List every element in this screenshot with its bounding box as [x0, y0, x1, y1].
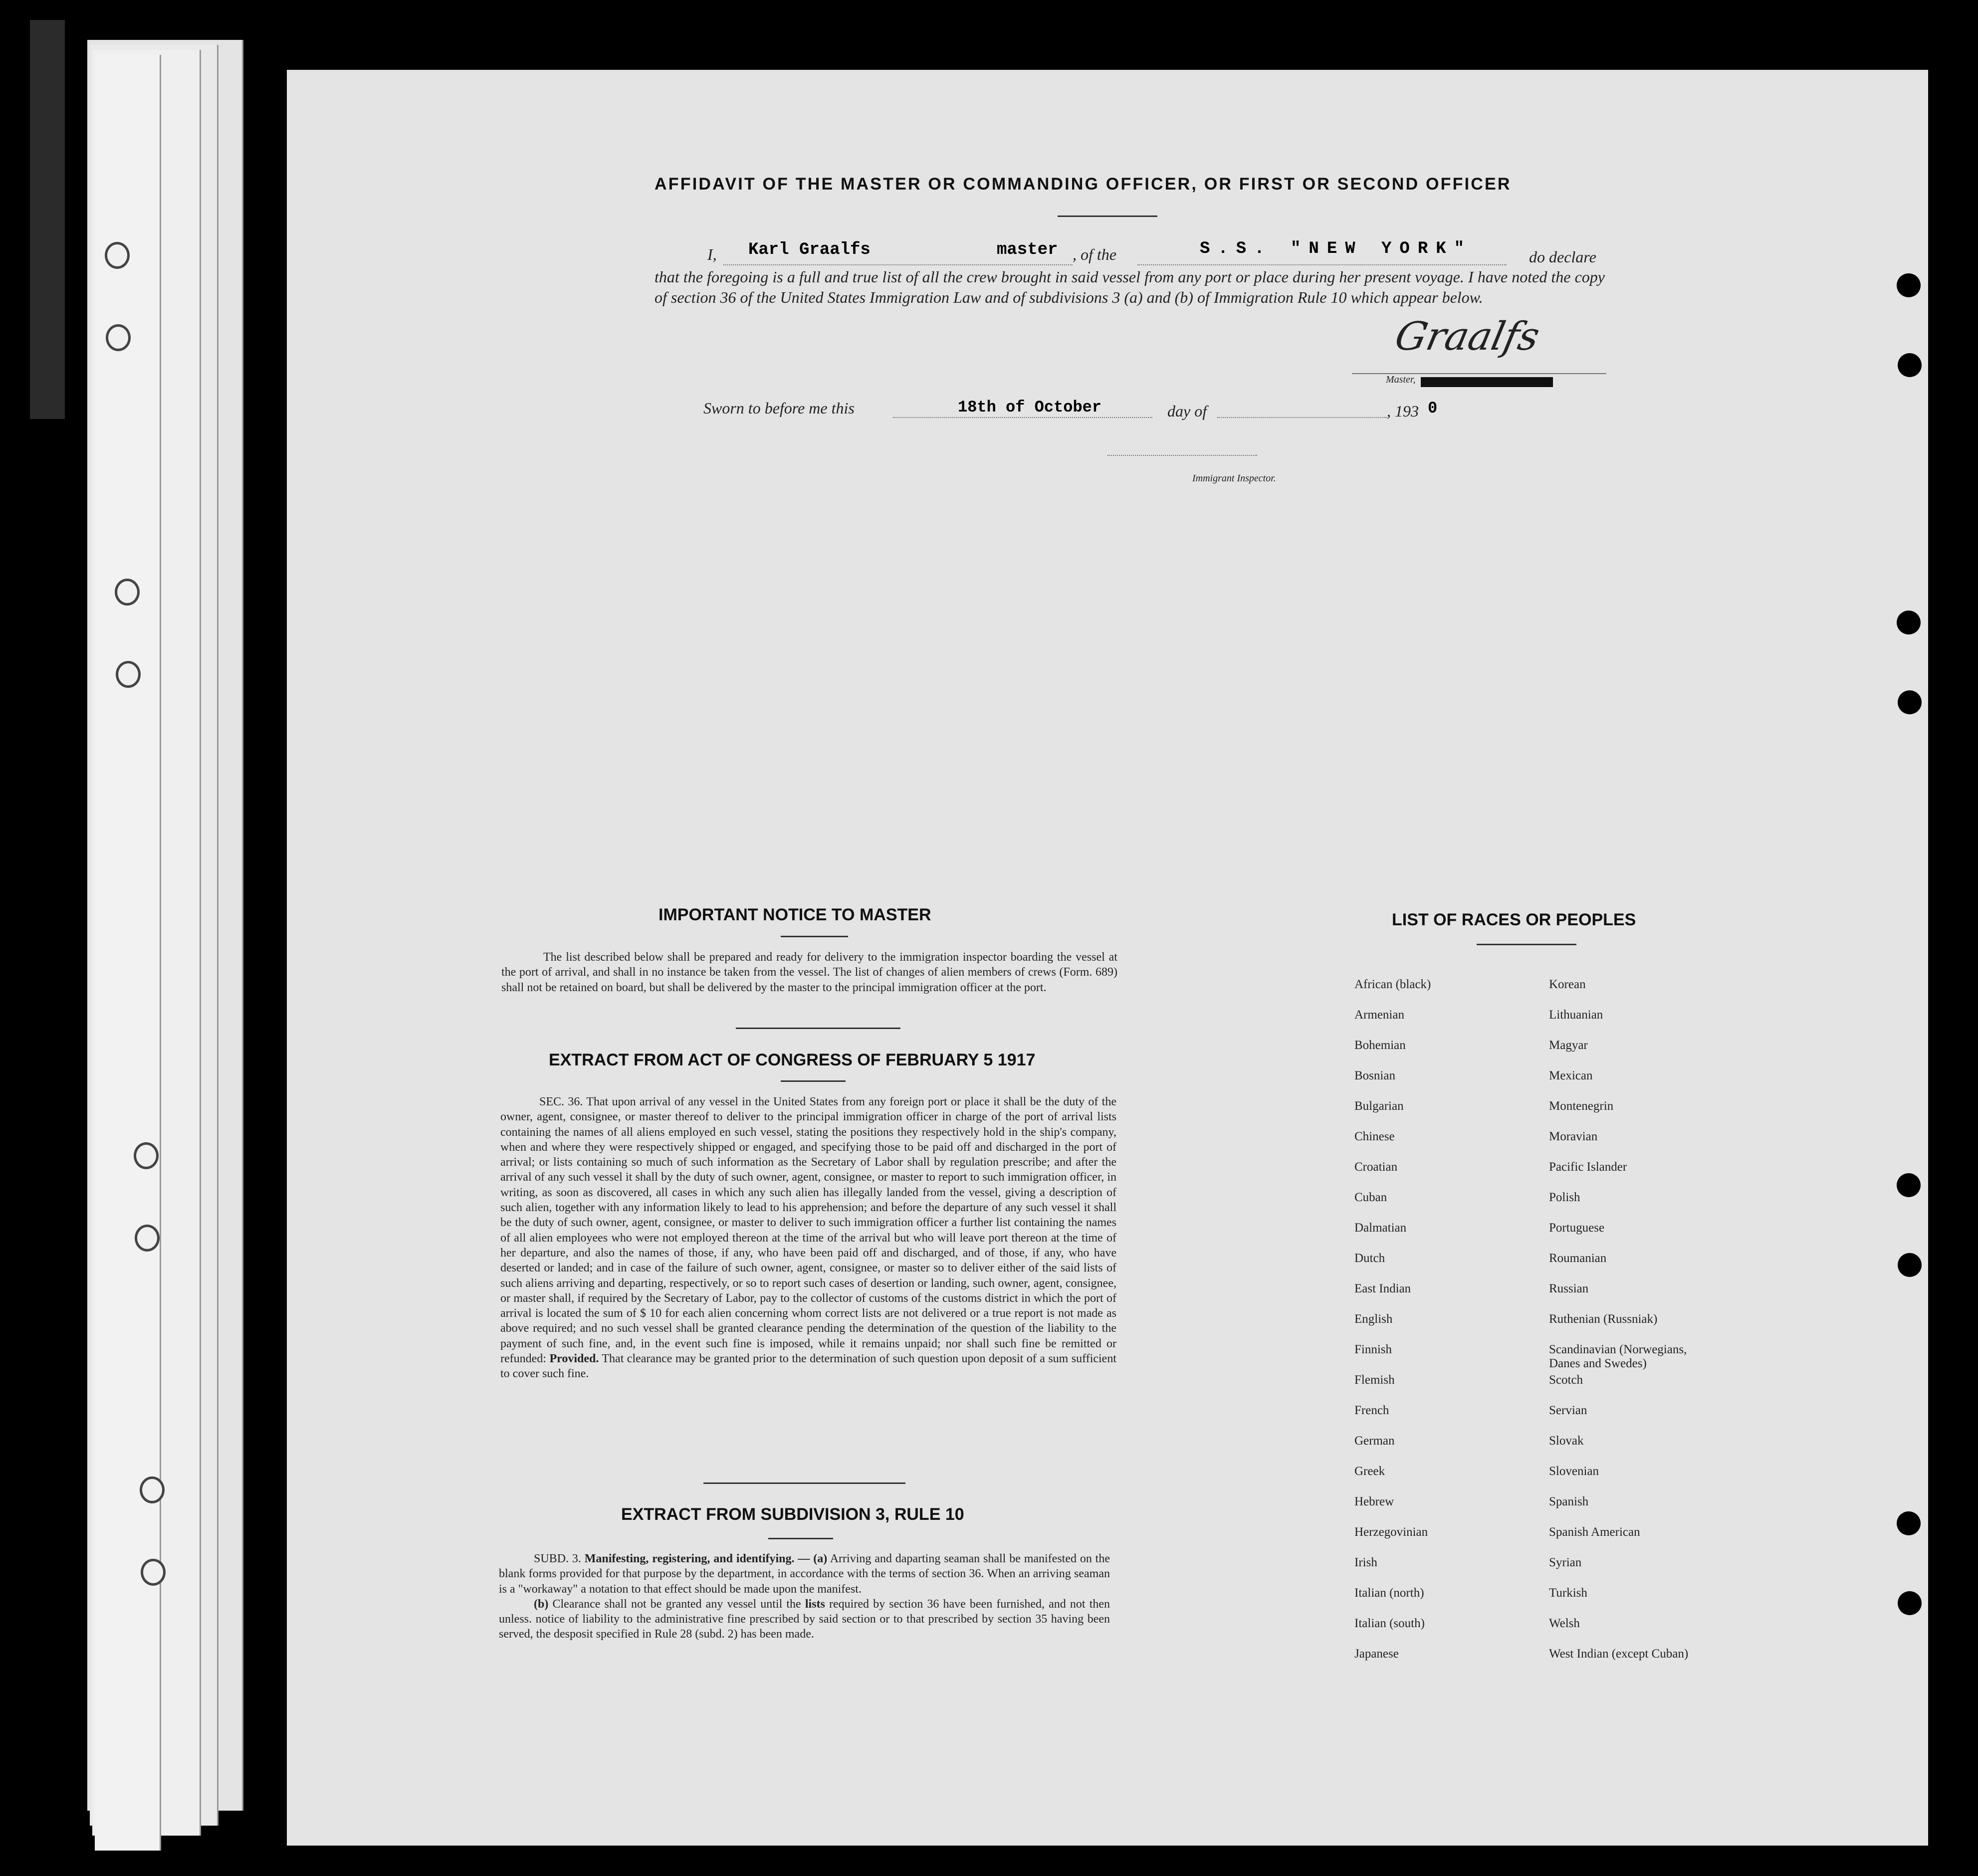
punch-hole — [140, 1476, 165, 1503]
race-item: Syrian — [1549, 1556, 1582, 1569]
rule-subd-title: Manifesting, registering, and identifying. — (a) — [584, 1552, 828, 1565]
master-label: Master, — [1386, 374, 1416, 385]
act-provided: Provided. — [549, 1352, 599, 1366]
race-item: Servian — [1549, 1404, 1587, 1417]
race-item: Korean — [1549, 978, 1586, 991]
race-item: Irish — [1354, 1556, 1377, 1569]
race-item: Slovenian — [1549, 1464, 1599, 1478]
rule-title: EXTRACT FROM SUBDIVISION 3, RULE 10 — [621, 1505, 964, 1524]
rule-part-a — [499, 1551, 1110, 1597]
act-body-text: SEC. 36. That upon arrival of any vessel in the United States from any foreign port or place it shall be the duty of the owner, agent, consignee, or master thereof to deliver to the principal immigration officer in charge of the port of arrival lists containing the names of all aliens employed en such vessel, stating the positions they respectively hold in the ship's company, when and where they were respectively shipped or engaged, and specifying those to be paid off and discharged in the port of arrival; or lists containing so much of such information as the Secretary of Labor shall by regulation prescribe; and after the arrival of any such vessel it shall by the duty of such owner, agent, consignee, or master to report to such immigration officer, in writing, as soon as discovered, all cases in which any such alien has illegally landed from the vessel, giving a description of such alien, together with any information likely to lead to his apprehension; and before the departure of any such vessel it shall be the duty of such owner, agent, consignee, or master to deliver to such immigration officer a further list containing the names of all alien employees who were not employed thereon at the time of the arrival but who will leave port thereon at the time of her departure, and also the names of those, if any, who have been paid off and discharged, and of those, if any, who have deserted or landed; and in case of the failure of such owner, agent, consignee, or master so to deliver either of the said lists of such aliens arriving and departing, respectively, or so to report such cases of desertion or landing, such owner, agent, consignee, or master shall, if required by the Secretary of Labor, pay to the collector of customs of the customs district in which the port of arrival is located the sum of $ 10 for each alien concerning whom correct lists are not delivered or a true report is not made as above required; and no such vessel shall be granted clearance pending the determination of the question of the liability to the payment of such fine, and, in the event such fine is imposed, while it remains unpaid; nor shall such fine be remitted or refunded: — [500, 1095, 1116, 1366]
race-item: Cuban — [1354, 1191, 1387, 1204]
race-item: Magyar — [1549, 1039, 1588, 1052]
race-item: Dalmatian — [1354, 1221, 1407, 1235]
act-rule — [781, 1080, 846, 1082]
inspector-label: Immigrant Inspector. — [1192, 473, 1276, 484]
race-item: Bulgarian — [1354, 1099, 1404, 1113]
punch-hole — [141, 1559, 166, 1586]
rule-subd: SUBD. 3. — [534, 1552, 581, 1565]
master-signature: Graalfs — [1391, 314, 1544, 359]
race-item: Japanese — [1354, 1647, 1399, 1661]
of-the-label: , of the — [1073, 245, 1116, 263]
sworn-label: Sworn to before me this — [703, 399, 855, 417]
race-item: Russian — [1549, 1282, 1589, 1295]
punch-hole — [1897, 611, 1921, 634]
vessel-name: S.S. "NEW YORK" — [1200, 239, 1473, 258]
notice-title: IMPORTANT NOTICE TO MASTER — [659, 905, 931, 924]
race-item: Turkish — [1549, 1586, 1587, 1600]
punch-hole — [1897, 273, 1921, 297]
race-item: Roumanian — [1549, 1251, 1607, 1265]
race-item: West Indian (except Cuban) — [1549, 1647, 1689, 1661]
year-suffix: 0 — [1428, 399, 1438, 417]
name-line — [723, 264, 1073, 265]
punch-hole — [115, 579, 140, 606]
race-item: Lithuanian — [1549, 1008, 1603, 1022]
punch-hole — [116, 661, 141, 688]
races-column-1 — [1354, 978, 1504, 1677]
race-item: Slovak — [1549, 1434, 1584, 1448]
redaction-mark — [1421, 377, 1553, 387]
race-item: Greek — [1354, 1464, 1385, 1478]
notice-body: The list described below shall be prepared and ready for delivery to the immigration inspector boarding the vessel at the port of arrival, and shall in no instance be taken from the vessel. The list of changes of alien members of crews (Form. 689) shall not be retained on board, but shall be delivered by the master to the principal immigration officer at the port. — [501, 951, 1117, 994]
do-declare-label: do declare — [1529, 248, 1596, 266]
act-body-end: That clearance may be granted prior to the determination of such question upon deposit of a sum sufficient to cover such fine. — [500, 1352, 1117, 1381]
rule-part-b — [499, 1597, 1110, 1642]
race-item: Bosnian — [1354, 1069, 1395, 1082]
race-item: Croatian — [1354, 1160, 1398, 1174]
affidavit-body: that the foregoing is a full and true list of all the crew brought in said vessel from any port or place during her present voyage. I have noted the copy of section 36 of the United States Immigration Law and of subdivisions 3 (a) and (b) of Immigration Rule 10 which appear below. — [655, 268, 1605, 306]
punch-hole — [134, 1142, 159, 1169]
year-prefix: , 193 — [1387, 402, 1419, 420]
race-item: Dutch — [1354, 1251, 1385, 1265]
sworn-day: 18th of October — [958, 398, 1102, 417]
race-item: Ruthenian (Russniak) — [1549, 1312, 1658, 1326]
races-rule — [1477, 944, 1576, 945]
race-item: Chinese — [1354, 1130, 1395, 1143]
punch-hole — [1897, 1511, 1921, 1535]
rule-part-b-text-1: Clearance shall not be granted any vessel until the — [552, 1597, 801, 1611]
race-item: Mexican — [1549, 1069, 1593, 1082]
act-title: EXTRACT FROM ACT OF CONGRESS OF FEBRUARY 5 1917 — [549, 1050, 1036, 1069]
punch-hole — [105, 242, 130, 269]
punch-hole — [106, 324, 131, 351]
vessel-line — [1137, 264, 1507, 265]
act-end-rule — [703, 1482, 905, 1484]
race-item: Portuguese — [1549, 1221, 1605, 1235]
race-item: Armenian — [1354, 1008, 1404, 1022]
act-body — [500, 1094, 1116, 1382]
race-item: African (black) — [1354, 978, 1431, 991]
punch-hole — [1898, 1253, 1922, 1277]
race-item: Scandinavian (Norwegians, Danes and Swedes) — [1549, 1343, 1687, 1370]
race-item: Bohemian — [1354, 1039, 1406, 1052]
race-item: Spanish American — [1549, 1525, 1640, 1539]
rule-part-b-text-2: required by section 36 have been furnished, and not then unless. notice of liability to the administrative fine prescribed by said section or to that prescribed by section 35 having been served, the desposit specified in Rule 28 (subd. 2) has been made. — [499, 1597, 1110, 1641]
race-item: German — [1354, 1434, 1395, 1448]
race-item: Moravian — [1549, 1130, 1598, 1143]
race-item: Welsh — [1549, 1617, 1580, 1630]
race-item: English — [1354, 1312, 1393, 1326]
binder-edge — [30, 20, 65, 419]
month-line — [1217, 417, 1387, 418]
title-rule — [1058, 215, 1157, 217]
rule-rule — [768, 1538, 833, 1539]
races-title: LIST OF RACES OR PEOPLES — [1392, 910, 1636, 929]
punch-hole — [1898, 1591, 1922, 1615]
race-item: Polish — [1549, 1191, 1580, 1204]
race-item: Flemish — [1354, 1373, 1395, 1387]
punch-hole — [1897, 1173, 1921, 1197]
race-item: Italian (south) — [1354, 1617, 1425, 1630]
race-item: Scotch — [1549, 1373, 1583, 1387]
race-item: Pacific Islander — [1549, 1160, 1627, 1174]
race-item: Montenegrin — [1549, 1099, 1614, 1113]
affidavit-title: AFFIDAVIT OF THE MASTER OR COMMANDING OFFICER, OR FIRST OR SECOND OFFICER — [655, 175, 1512, 194]
master-role: master — [997, 240, 1058, 259]
master-name: Karl Graalfs — [748, 240, 871, 259]
rule-lists-word: lists — [805, 1597, 825, 1611]
punch-hole — [135, 1225, 160, 1251]
notice-end-rule — [736, 1028, 900, 1029]
inspector-line — [1107, 455, 1257, 456]
rule-part-b-label: (b) — [534, 1597, 549, 1611]
races-column-2 — [1549, 978, 1758, 1677]
punch-hole — [1898, 690, 1922, 714]
race-item: East Indian — [1354, 1282, 1411, 1295]
rule-body — [499, 1551, 1110, 1642]
punch-hole — [1898, 353, 1922, 377]
race-item: French — [1354, 1404, 1389, 1417]
race-item: Finnish — [1354, 1343, 1392, 1356]
race-item: Spanish — [1549, 1495, 1589, 1508]
rule-part-a-text: Arriving and daparting seaman shall be manifested on the blank forms provided for that purpose by the department, in accordance with the terms of section 36. When an arriving seaman is a "workaway" a notation to that effect should be made upon the manifest. — [499, 1552, 1110, 1596]
sworn-day-line — [893, 417, 1152, 418]
i-label: I, — [707, 245, 717, 263]
race-item: Herzegovinian — [1354, 1525, 1428, 1539]
race-item: Hebrew — [1354, 1495, 1394, 1508]
notice-rule — [781, 936, 848, 937]
day-of-label: day of — [1167, 402, 1207, 420]
race-item: Italian (north) — [1354, 1586, 1424, 1600]
